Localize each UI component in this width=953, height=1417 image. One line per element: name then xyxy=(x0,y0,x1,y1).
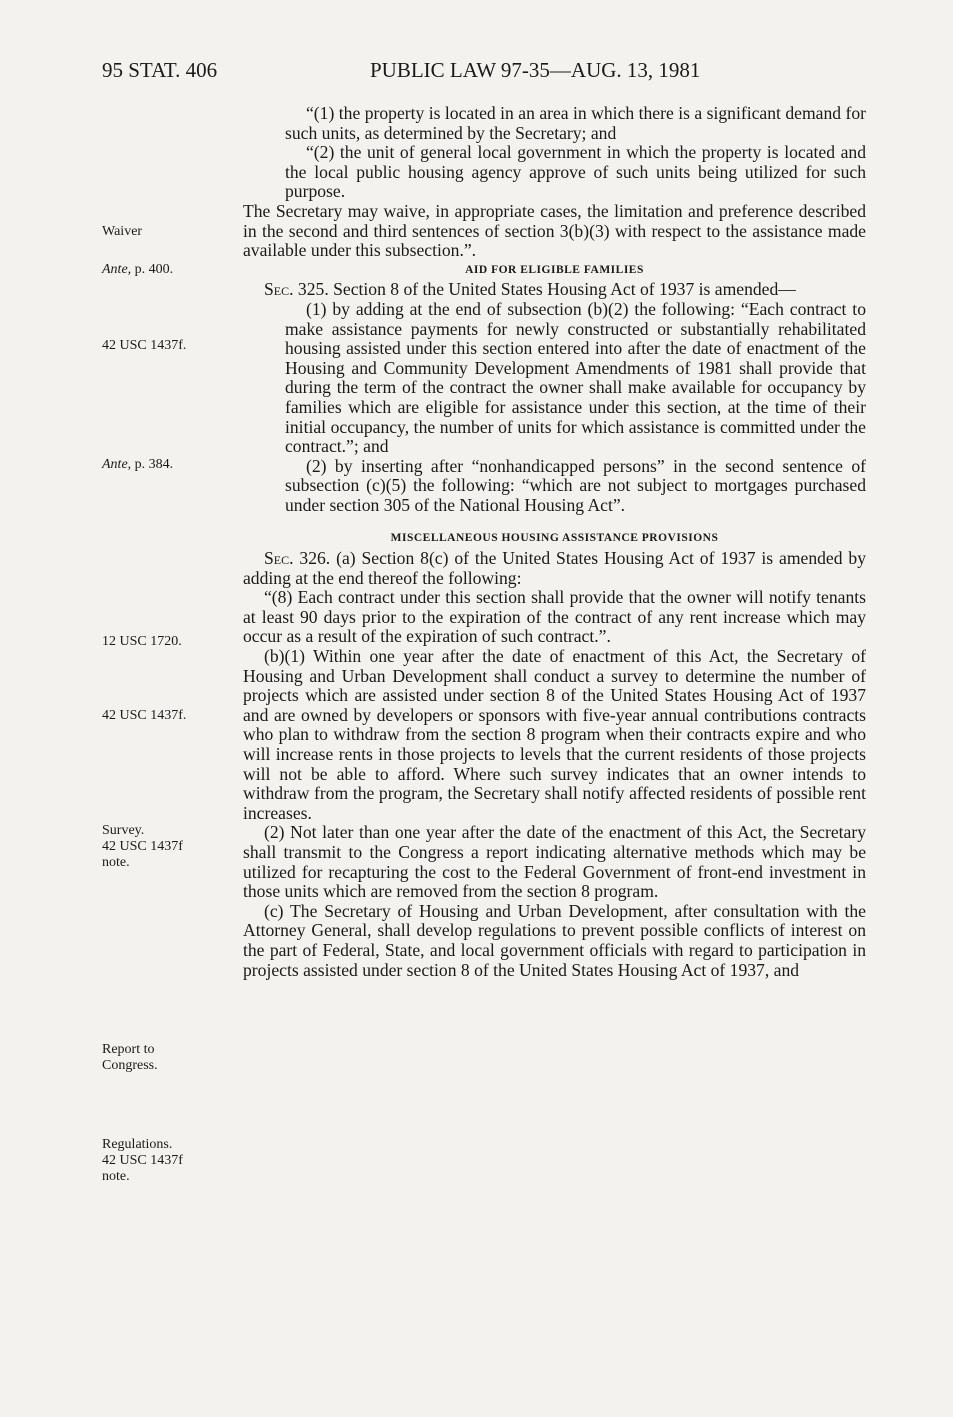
sec-text: 326. (a) Section 8(c) of the United States Housing Act of 1937 is amended by adding at the end thereof the following: xyxy=(243,548,866,588)
margin-note-survey xyxy=(102,823,183,871)
margin-line: note. xyxy=(102,855,130,870)
ante-page: p. 400. xyxy=(131,262,174,277)
statute-text xyxy=(243,104,866,980)
paragraph: (b)(1) Within one year after the date of enactment of this Act, the Secretary of Housing and Urban Development shall conduct a survey to determine the number of projects which are assisted under section 8 of the United States Housing Act of 1937 and are owned by developers or sponsors with five-year annual contributions contracts who plan to withdraw from the section 8 program when their contracts expire and who will increase rents in those projects to levels that the current residents of those projects will not be able to afford. Where such survey indicates that an owner intends to withdraw from the program, the Secretary shall notify affected residents of possible rent increases. xyxy=(243,646,866,823)
paragraph: (c) The Secretary of Housing and Urban Development, after consultation with the Attorney General, shall develop regulations to prevent possible conflicts of interest on the part of Federal, State, and local government officials with regard to participation in projects assisted under section 8 of the United States Housing Act of 1937, and xyxy=(243,900,866,980)
sec-text: 325. Section 8 of the United States Housing Act of 1937 is amended— xyxy=(293,279,796,300)
margin-note-waiver: Waiver xyxy=(102,224,143,239)
section-325 xyxy=(243,280,866,300)
paragraph: “(1) the property is located in an area in which there is a significant demand for such units, as determined by the Secretary; and xyxy=(285,103,866,143)
paragraph: (1) by adding at the end of subsection (b)(2) the following: “Each contract to make assistance payments for newly constructed or substantially rehabilitated housing assisted under this section entered into after the date of enactment of the Housing and Community Development Amendments of 1981 shall provide that during the term of the contract the owner shall make available for occupancy by families which are eligible for assistance under this section, at the time of their initial occupancy, the number of units for which assistance is committed under the contract.”; and xyxy=(285,298,866,457)
margin-line: 42 USC 1437f xyxy=(102,1153,183,1168)
ante-page: p. 384. xyxy=(131,457,174,472)
sec-label: Sec. xyxy=(264,279,294,300)
section-326 xyxy=(243,549,866,588)
paragraph: (2) Not later than one year after the date of the enactment of this Act, the Secretary shall transmit to the Congress a report indicating alternative methods which may be utilized for recapturing the cost to the Federal Government of front-end investment in those units which are removed from the section 8 program. xyxy=(243,822,866,902)
section-heading: AID FOR ELIGIBLE FAMILIES xyxy=(465,263,644,276)
margin-line: Survey. xyxy=(102,823,145,838)
ante-italic: Ante, xyxy=(102,262,132,277)
margin-note-ante-384 xyxy=(102,457,173,473)
margin-note-usc: 42 USC 1437f. xyxy=(102,338,187,353)
margin-line: Regulations. xyxy=(102,1137,173,1152)
margin-line: Report to xyxy=(102,1042,155,1057)
margin-note-usc: 42 USC 1437f. xyxy=(102,708,187,723)
margin-note-regulations xyxy=(102,1137,183,1185)
margin-note-ante-400 xyxy=(102,262,173,278)
ante-italic: Ante, xyxy=(102,457,132,472)
paragraph: The Secretary may waive, in appropriate cases, the limitation and preference described in the second and third sentences of section 3(b)(3) with respect to the assistance made available under this subsection.”. xyxy=(243,200,866,261)
paragraph: “(8) Each contract under this section shall provide that the owner will notify tenants at least 90 days prior to the expiration of the contract of any rent increase which may occur as a result of the expiration of such contract.”. xyxy=(243,587,866,647)
margin-note-report xyxy=(102,1042,158,1074)
margin-note-usc-1720: 12 USC 1720. xyxy=(102,634,182,649)
sec-label: Sec. xyxy=(264,548,294,569)
paragraph: “(2) the unit of general local government in which the property is located and the local public housing agency approve of such units being utilized for such purpose. xyxy=(285,142,866,202)
paragraph: (2) by inserting after “nonhandicapped persons” in the second sentence of subsection (c)(5) the following: “which are not subject to mortgages purchased under section 305 of the National Housing Act”. xyxy=(285,455,866,515)
section-heading: MISCELLANEOUS HOUSING ASSISTANCE PROVISIONS xyxy=(390,532,719,545)
margin-line: Congress. xyxy=(102,1058,158,1073)
stat-page-number: 95 STAT. 406 xyxy=(102,58,218,82)
margin-line: note. xyxy=(102,1169,130,1184)
margin-line: 42 USC 1437f xyxy=(102,839,183,854)
public-law-title: PUBLIC LAW 97-35—AUG. 13, 1981 xyxy=(370,58,701,82)
